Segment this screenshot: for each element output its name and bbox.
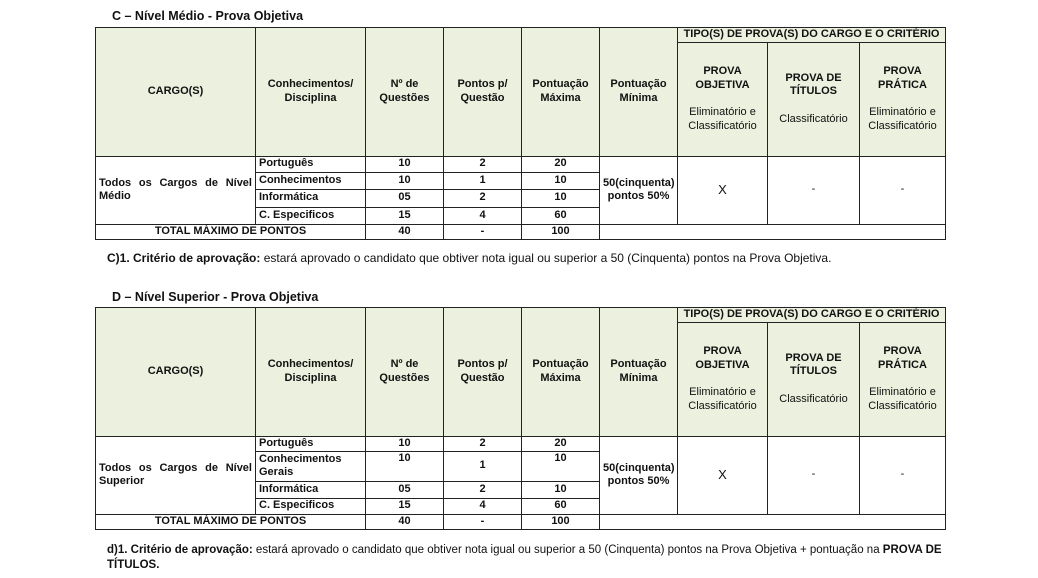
header-prova-objetiva [678,322,768,436]
maxima-cell: 10 [522,189,600,207]
prova-pratica-label: PROVA PRÁTICA [878,64,927,91]
minima-cell: 50(cinquenta) pontos 50% [600,436,678,514]
titulos-mark: - [768,436,860,514]
disciplina-cell: C. Especificos [256,207,366,224]
pontos-cell: 4 [444,207,522,224]
header-cargo: CARGO(S) [96,28,256,157]
maxima-cell: 60 [522,498,600,514]
pontos-cell: 2 [444,156,522,172]
header-prova-pratica [860,322,946,436]
prova-pratica-label: PROVA PRÁTICA [878,344,927,371]
questoes-cell: 10 [366,436,444,451]
minima-cell: 50(cinquenta) pontos 50% [600,156,678,224]
header-tipo-prova: TIPO(S) DE PROVA(S) DO CARGO E O CRITÉRIO [678,28,946,43]
maxima-cell: 10 [522,451,600,481]
total-empty [600,224,946,239]
questoes-cell: 10 [366,451,444,481]
questoes-cell: 05 [366,481,444,498]
prova-titulos-label: PROVA DE TÍTULOS [785,71,842,98]
total-empty [600,514,946,529]
header-pontuacao-minima: Pontuação Mínima [600,308,678,437]
disciplina-cell: Informática [256,189,366,207]
pratica-mark: - [860,156,946,224]
questoes-cell: 10 [366,172,444,189]
header-pontuacao-maxima: Pontuação Máxima [522,28,600,157]
cargo-cell: Todos os Cargos de Nível Superior [96,436,256,514]
disciplina-cell: Português [256,436,366,451]
header-conhecimentos: Conhecimentos/ Disciplina [256,28,366,157]
pontos-cell: 2 [444,189,522,207]
pontos-cell: 4 [444,498,522,514]
questoes-cell: 15 [366,498,444,514]
criterio-text: estará aprovado o candidato que obtiver nota igual ou superior a 50 (Cinquenta) pontos na Prova Objetiva. [263,251,832,265]
disciplina-cell: Informática [256,481,366,498]
header-pontos-questao: Pontos p/ Questão [444,308,522,437]
maxima-cell: 10 [522,481,600,498]
criterio-label: C)1. Critério de aprovação: [107,251,261,265]
total-pontos: - [444,514,522,529]
maxima-cell: 60 [522,207,600,224]
cargo-cell: Todos os Cargos de Nível Médio [96,156,256,224]
maxima-cell: 20 [522,156,600,172]
section-d-table [95,307,946,530]
disciplina-cell: Conhecimentos [256,172,366,189]
header-tipo-prova: TIPO(S) DE PROVA(S) DO CARGO E O CRITÉRIO [678,308,946,323]
header-cargo: CARGO(S) [96,308,256,437]
prova-pratica-criterio: Eliminatório e Classificatório [868,106,937,132]
header-pontuacao-minima: Pontuação Mínima [600,28,678,157]
maxima-cell: 10 [522,172,600,189]
prova-objetiva-label: PROVA OBJETIVA [695,64,750,91]
header-num-questoes: Nº de Questões [366,28,444,157]
total-questoes: 40 [366,514,444,529]
criterio-bold-tail: PROVA DE TÍTULOS. [107,544,942,571]
section-c-table [95,27,946,240]
header-prova-objetiva [678,42,768,156]
pontos-cell: 1 [444,172,522,189]
total-questoes: 40 [366,224,444,239]
disciplina-cell: C. Especificos [256,498,366,514]
objetiva-mark: X [678,156,768,224]
disciplina-cell: Conhecimentos Gerais [256,451,366,481]
questoes-cell: 05 [366,189,444,207]
header-num-questoes: Nº de Questões [366,308,444,437]
prova-pratica-criterio: Eliminatório e Classificatório [868,386,937,412]
titulos-mark: - [768,156,860,224]
prova-titulos-criterio: Classificatório [779,393,848,406]
section-c-criterio [107,251,831,267]
prova-objetiva-criterio: Eliminatório e Classificatório [688,386,757,412]
section-c-title: C – Nível Médio - Prova Objetiva [112,9,304,23]
disciplina-cell: Português [256,156,366,172]
section-d-title: D – Nível Superior - Prova Objetiva [112,290,319,304]
header-conhecimentos: Conhecimentos/ Disciplina [256,308,366,437]
pratica-mark: - [860,436,946,514]
maxima-cell: 20 [522,436,600,451]
questoes-cell: 10 [366,156,444,172]
prova-objetiva-label: PROVA OBJETIVA [695,344,750,371]
pontos-cell: 2 [444,436,522,451]
criterio-text: estará aprovado o candidato que obtiver nota igual ou superior a 50 (Cinquenta) pontos na Prova Objetiva + pontuação na [255,544,880,556]
total-pontos: - [444,224,522,239]
header-prova-titulos [768,322,860,436]
header-prova-pratica [860,42,946,156]
header-prova-titulos [768,42,860,156]
section-d-criterio [107,543,967,573]
pontos-cell: 1 [444,451,522,481]
criterio-label: d)1. Critério de aprovação: [107,544,253,556]
prova-titulos-label: PROVA DE TÍTULOS [785,351,842,378]
questoes-cell: 15 [366,207,444,224]
total-label: TOTAL MÁXIMO DE PONTOS [96,224,366,239]
total-maxima: 100 [522,514,600,529]
total-maxima: 100 [522,224,600,239]
prova-titulos-criterio: Classificatório [779,113,848,126]
header-pontuacao-maxima: Pontuação Máxima [522,308,600,437]
pontos-cell: 2 [444,481,522,498]
total-label: TOTAL MÁXIMO DE PONTOS [96,514,366,529]
prova-objetiva-criterio: Eliminatório e Classificatório [688,106,757,132]
objetiva-mark: X [678,436,768,514]
header-pontos-questao: Pontos p/ Questão [444,28,522,157]
